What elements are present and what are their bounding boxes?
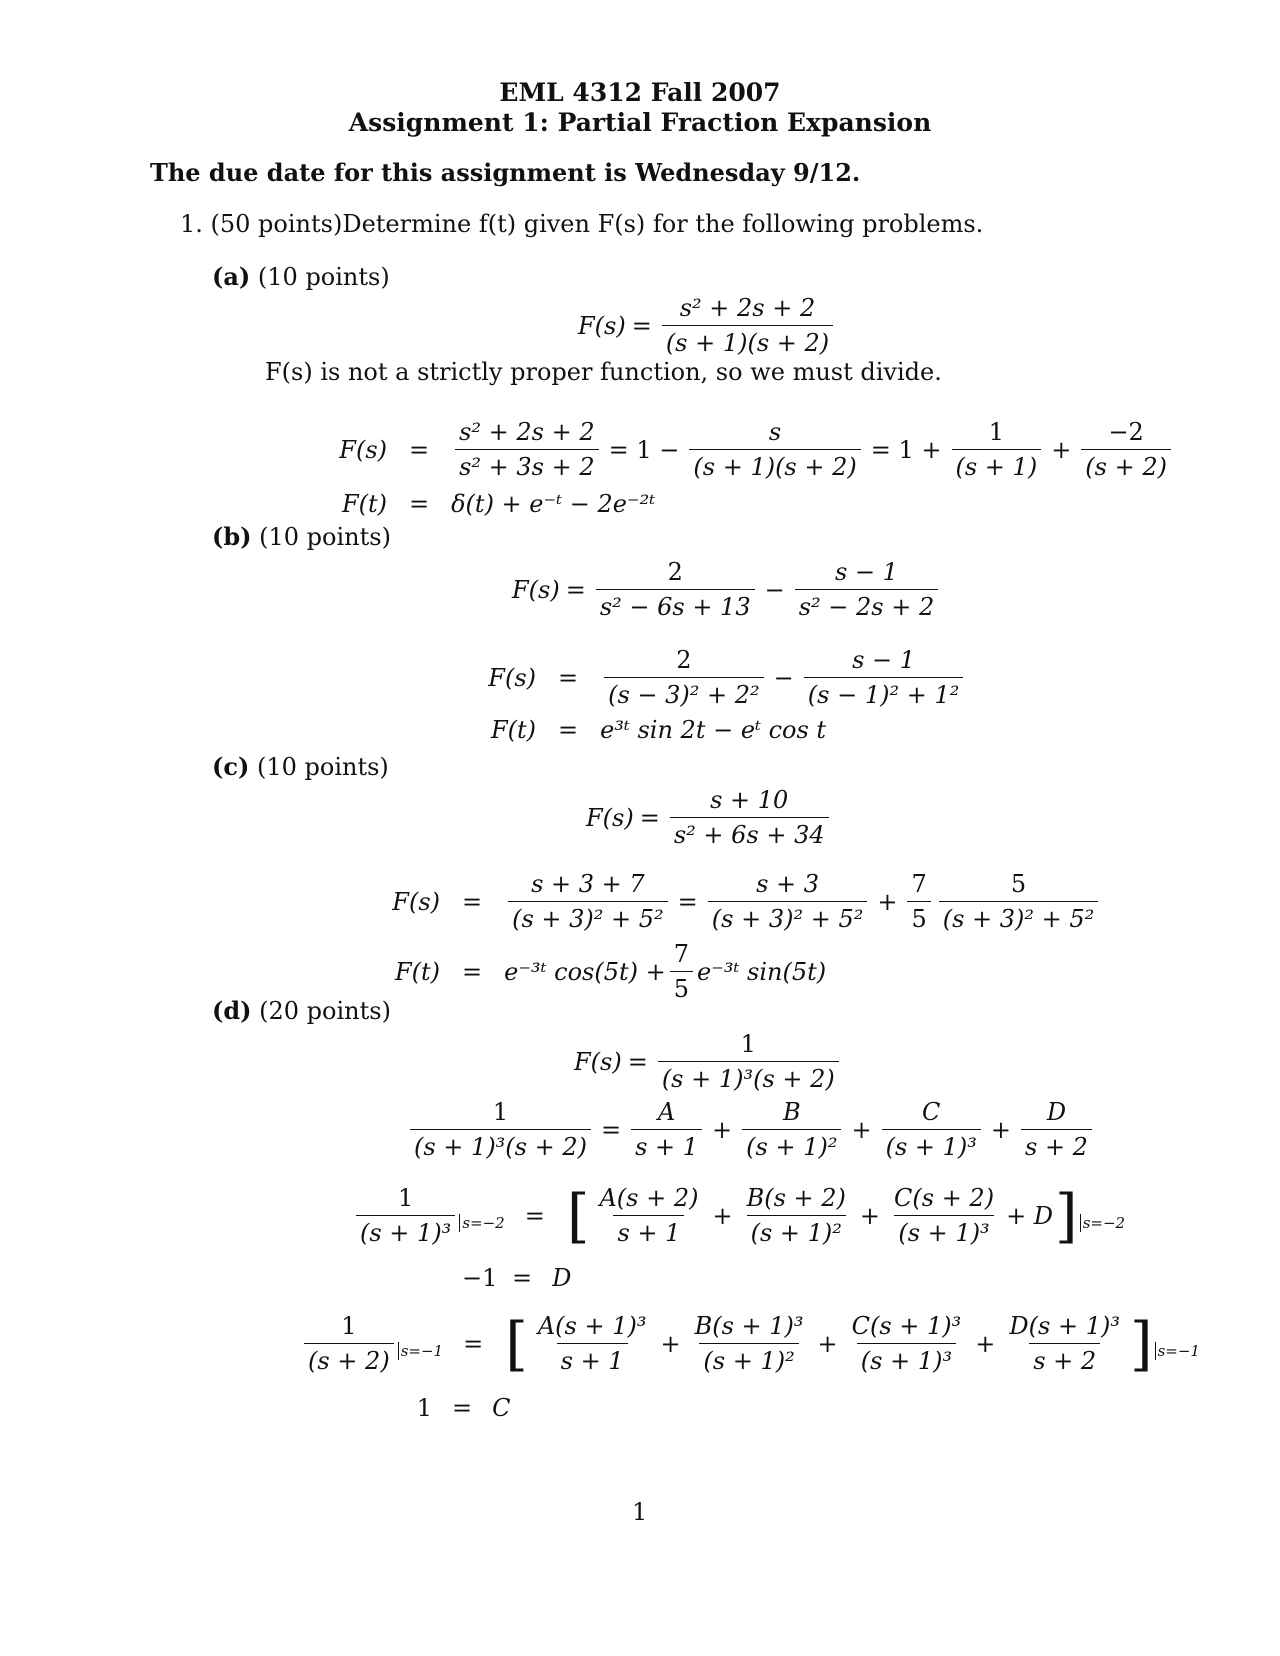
plus-sign: +: [990, 1115, 1011, 1144]
numerator: 1: [988, 418, 1004, 446]
part-a-result: [335, 490, 655, 518]
denominator: 5: [670, 971, 693, 1003]
fs-symbol: F(s): [488, 663, 536, 692]
part-c-expansion: [388, 870, 1102, 933]
time-domain-result: δ(t) + e⁻ᵗ − 2e⁻²ᵗ: [451, 490, 656, 518]
equals-sign: =: [677, 887, 698, 916]
time-domain-result-part-2: e⁻³ᵗ sin(5t): [697, 957, 827, 986]
denominator: 5: [907, 901, 930, 933]
denominator: s + 2: [1021, 1129, 1092, 1161]
numerator: A(s + 2): [599, 1184, 699, 1212]
fraction: [1021, 1098, 1092, 1161]
header-course: EML 4312 Fall 2007: [499, 78, 781, 107]
denominator: (s + 1)³(s + 2): [410, 1129, 591, 1161]
numerator: s − 1: [852, 646, 916, 674]
numerator: C(s + 1)³: [851, 1312, 962, 1340]
page-number: 1: [632, 1498, 648, 1526]
time-domain-result-part-1: e⁻³ᵗ cos(5t) +: [504, 957, 666, 986]
ft-symbol: F(t): [341, 490, 387, 518]
d-term: + D: [1006, 1201, 1054, 1230]
part-a-note: F(s) is not a strictly proper function, so we must divide.: [265, 358, 942, 386]
denominator: s + 1: [613, 1215, 684, 1247]
plus-sign: +: [859, 1201, 881, 1230]
result-value: 1: [416, 1394, 432, 1422]
numerator: 1: [492, 1098, 509, 1126]
fraction: [1005, 1312, 1124, 1375]
denominator: s + 1: [631, 1129, 702, 1161]
equals-one-minus: = 1 −: [608, 435, 680, 464]
fs-symbol: F(s): [512, 575, 560, 604]
numerator: 1: [341, 1312, 357, 1340]
right-bracket: ]: [1055, 1181, 1078, 1250]
due-note: The due date for this assignment is Wednesday 9/12.: [150, 158, 861, 187]
fraction: [356, 1184, 455, 1247]
equals-sign: =: [639, 803, 660, 832]
fraction: [304, 1312, 394, 1375]
left-bracket: [: [505, 1309, 528, 1378]
result-variable: C: [492, 1394, 511, 1422]
ft-symbol: F(t): [394, 957, 440, 986]
plus-sign: +: [712, 1115, 733, 1144]
fraction: [882, 1098, 981, 1161]
fraction: [907, 870, 930, 933]
part-d-label: (d): [212, 996, 252, 1025]
problem-1-intro: 1. (50 points)Determine f(t) given F(s) for the following problems.: [180, 210, 984, 238]
denominator: s + 2: [1029, 1343, 1100, 1375]
ft-symbol: F(t): [490, 716, 536, 744]
plus-sign: +: [975, 1329, 996, 1358]
denominator: (s + 1)(s + 2): [662, 325, 833, 357]
part-b-expansion: [484, 646, 967, 709]
fraction: [534, 1312, 651, 1375]
fraction: [410, 1098, 591, 1161]
numerator: 2: [676, 646, 692, 674]
part-c-heading: [212, 752, 389, 781]
denominator: s² − 2s + 2: [795, 589, 939, 621]
plus-sign: +: [851, 1115, 872, 1144]
numerator: 1: [398, 1184, 414, 1212]
equals-sign: =: [462, 957, 483, 986]
minus-sign: −: [764, 575, 785, 604]
denominator: (s + 1)³: [894, 1215, 993, 1247]
fraction: [939, 870, 1099, 933]
denominator: (s + 1)(s + 2): [689, 449, 860, 481]
numerator: −2: [1108, 418, 1144, 446]
denominator: s² + 3s + 2: [455, 449, 599, 481]
fraction: [691, 1312, 808, 1375]
denominator: (s + 1)³: [356, 1215, 455, 1247]
result-variable: D: [552, 1264, 572, 1292]
denominator: (s + 2): [304, 1343, 394, 1375]
denominator: (s + 1)²: [699, 1343, 798, 1375]
denominator: s² + 6s + 34: [670, 817, 829, 849]
numerator: 7: [673, 940, 690, 968]
right-bracket: ]: [1129, 1309, 1153, 1378]
fs-symbol: F(s): [574, 1047, 622, 1076]
equals-sign: =: [565, 575, 586, 604]
equals-sign: =: [452, 1394, 473, 1422]
equals-sign: =: [463, 1329, 484, 1358]
equals-sign: =: [558, 716, 579, 744]
equals-one-plus: = 1 +: [870, 435, 942, 464]
part-d-partial-fractions: [406, 1098, 1096, 1161]
numerator: 1: [740, 1030, 756, 1058]
denominator: s² − 6s + 13: [596, 589, 755, 621]
plus-sign: +: [1051, 435, 1072, 464]
part-b-heading: [212, 522, 391, 551]
fraction: [743, 1184, 850, 1247]
part-a-heading: [212, 262, 390, 291]
part-b-points: (10 points): [259, 523, 391, 551]
evaluation-point: s=−1: [1155, 1342, 1200, 1360]
numerator: B: [782, 1098, 801, 1126]
evaluation-point: s=−1: [398, 1342, 443, 1360]
fraction: [804, 646, 964, 709]
part-d-eval-s-minus-2: [352, 1181, 1126, 1250]
denominator: (s + 1)³(s + 2): [658, 1061, 839, 1093]
fraction: [670, 940, 693, 1003]
denominator: (s + 3)² + 5²: [708, 901, 868, 933]
denominator: (s + 1)²: [742, 1129, 841, 1161]
fs-symbol: F(s): [392, 887, 440, 916]
equals-sign: =: [409, 490, 430, 518]
numerator: C(s + 2): [894, 1184, 995, 1212]
denominator: (s + 1)³: [882, 1129, 981, 1161]
numerator: s + 10: [710, 786, 789, 814]
part-b-given: [512, 558, 942, 621]
fraction: [595, 1184, 702, 1247]
header-title: Assignment 1: Partial Fraction Expansion: [348, 108, 932, 137]
part-d-eval-s-minus-1: [300, 1309, 1200, 1378]
numerator: 7: [911, 870, 927, 898]
evaluation-point: s=−2: [1080, 1214, 1125, 1232]
numerator: A: [657, 1098, 676, 1126]
part-d-heading: [212, 996, 391, 1025]
plus-sign: +: [712, 1201, 733, 1230]
denominator: s + 1: [557, 1343, 628, 1375]
equals-sign: =: [462, 887, 483, 916]
plus-sign: +: [877, 887, 898, 916]
numerator: s² + 2s + 2: [679, 294, 816, 322]
result-value: −1: [462, 1264, 498, 1292]
part-d-result-c: [402, 1394, 510, 1422]
fraction: [455, 418, 599, 481]
numerator: B(s + 2): [746, 1184, 846, 1212]
part-d-points: (20 points): [259, 997, 391, 1025]
denominator: (s − 1)² + 1²: [804, 677, 964, 709]
fraction: [670, 786, 829, 849]
numerator: s + 3 + 7: [531, 870, 645, 898]
fraction: [689, 418, 860, 481]
part-d-result-d: [462, 1264, 571, 1292]
denominator: (s + 2): [1081, 449, 1171, 481]
fraction: [742, 1098, 841, 1161]
equals-sign: =: [600, 1115, 622, 1144]
denominator: (s − 3)² + 2²: [604, 677, 764, 709]
numerator: A(s + 1)³: [537, 1312, 647, 1340]
numerator: C: [922, 1098, 941, 1126]
fraction: [890, 1184, 998, 1247]
part-a-given: [578, 294, 837, 357]
fraction: [708, 870, 868, 933]
fraction: [604, 646, 764, 709]
numerator: s − 1: [835, 558, 898, 586]
numerator: s + 3: [756, 870, 820, 898]
plus-sign: +: [817, 1329, 838, 1358]
fraction: [795, 558, 939, 621]
equals-sign: =: [627, 1047, 648, 1076]
numerator: s² + 2s + 2: [459, 418, 595, 446]
numerator: s: [768, 418, 782, 446]
denominator: (s + 1): [952, 449, 1042, 481]
part-d-given: [574, 1030, 843, 1093]
fraction: [596, 558, 755, 621]
evaluation-point: s=−2: [459, 1214, 504, 1232]
left-bracket: [: [566, 1181, 590, 1250]
fraction: [952, 418, 1042, 481]
equals-sign: =: [631, 311, 652, 340]
part-b-label: (b): [212, 522, 252, 551]
time-domain-result: e³ᵗ sin 2t − eᵗ cos t: [600, 716, 827, 744]
equals-sign: =: [558, 663, 579, 692]
part-c-label: (c): [212, 752, 250, 781]
minus-sign: −: [773, 663, 794, 692]
part-c-given: [586, 786, 833, 849]
fs-symbol: F(s): [339, 435, 387, 464]
fraction: [658, 1030, 839, 1093]
part-a-label: (a): [212, 262, 251, 291]
part-a-points: (10 points): [257, 263, 390, 291]
fraction: [848, 1312, 966, 1375]
numerator: 2: [667, 558, 683, 586]
denominator: (s + 1)³: [857, 1343, 956, 1375]
numerator: D(s + 1)³: [1009, 1312, 1120, 1340]
numerator: 5: [1010, 870, 1027, 898]
part-b-result: [484, 716, 826, 744]
numerator: D: [1046, 1098, 1067, 1126]
part-c-result: [388, 940, 826, 1003]
equals-sign: =: [524, 1201, 545, 1230]
fs-symbol: F(s): [586, 803, 634, 832]
part-a-expansion: [335, 418, 1175, 481]
fraction: [631, 1098, 702, 1161]
numerator: B(s + 1)³: [694, 1312, 804, 1340]
equals-sign: =: [409, 435, 430, 464]
fraction: [1081, 418, 1171, 481]
denominator: (s + 3)² + 5²: [939, 901, 1099, 933]
fraction: [662, 294, 833, 357]
denominator: (s + 1)²: [747, 1215, 846, 1247]
denominator: (s + 3)² + 5²: [508, 901, 668, 933]
equals-sign: =: [512, 1264, 533, 1292]
part-c-points: (10 points): [256, 753, 389, 781]
fraction: [508, 870, 668, 933]
plus-sign: +: [660, 1329, 681, 1358]
fs-symbol: F(s): [578, 311, 626, 340]
